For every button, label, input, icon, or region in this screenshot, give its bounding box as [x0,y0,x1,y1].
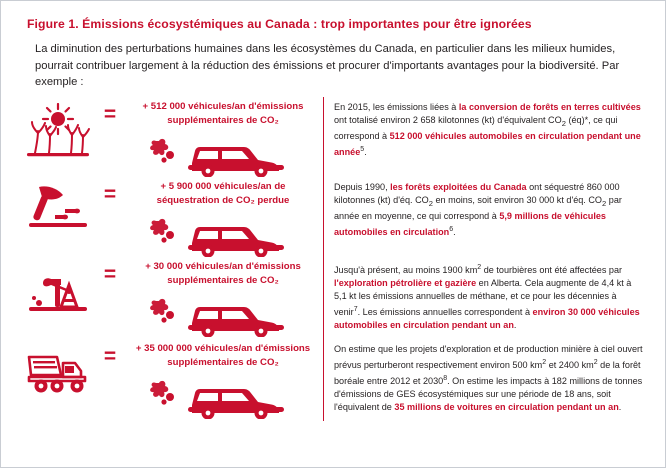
car-label-line1: + 35 000 000 véhicules/an d'émissions [135,342,311,354]
car-label-line2: séquestration de CO₂ perdue [156,194,290,206]
row-description: En 2015, les émissions liées à la conversion de forêts en terres cultivées ont totalisé environ 2 658 kilotonnes (kt) d'équivalent $CO_2$ (éq)*, ce qui correspond à 512 000 véhicules automobiles en circulation pendant une année$^5$. [323,97,647,177]
figure-row [19,257,647,339]
figure-row [19,97,647,177]
row-icon-cell [19,97,97,159]
equals-sign: = [103,102,117,126]
equals-sign: = [103,344,117,368]
row-icon-cell [19,257,97,319]
car-equivalent-cell [123,177,323,257]
car-label-line1: + 5 900 000 véhicules/an de [160,180,286,192]
car-label-line1: + 30 000 véhicules/an d'émissions [145,260,301,272]
oil-pump-icon [25,263,91,319]
wetland-sun-icon [25,103,91,159]
logging-axe-icon [25,183,91,235]
car-label-line2: supplémentaires de CO₂ [167,114,279,126]
car-icon-wrap [123,129,323,177]
car-emissions-icon [148,289,298,337]
car-icon-wrap [123,289,323,337]
car-icon-wrap [123,371,323,419]
row-icon-cell [19,339,97,397]
car-label-line2: supplémentaires de CO₂ [167,356,279,368]
figure-row [19,339,647,421]
car-label-line1: + 512 000 véhicules/an d'émissions [142,100,304,112]
car-emissions-icon [148,209,298,257]
figure-title: Figure 1. Émissions écosystémiques au Canada : trop importantes pour être ignorées [27,17,532,31]
equals-sign: = [103,262,117,286]
row-description: Jusqu'à présent, au moins 1900 $km^2$ de tourbières ont été affectées par l'exploration pétrolière et gazière en Alberta. Cela augmente de 4,4 kt à 5,1 kt les émissions annuelles de méthane, et ce pour les décennies à venir$^7$. Les émissions annuelles correspondent à environ 30 000 véhicules automobiles en circulation pendant un an. [323,257,647,339]
figure-row [19,177,647,257]
car-emissions-icon [148,371,298,419]
figure-intro: La diminution des perturbations humaines dans les écosystèmes du Canada, en particulier dans les milieux humides, pourrait contribuer largement à la réduction des émissions et procurer d'importants avantages pour la biodiversité. Par exemple : [35,43,620,88]
car-icon-wrap [123,209,323,257]
figure-rows [19,97,647,421]
row-description: Depuis 1990, les forêts exploitées du Canada ont séquestré 860 000 kilotonnes (kt) d'éq. $CO_2$ en moins, soit environ 30 000 kt d'éq. $CO_2$ par année en moyenne, ce qui correspond à 5,9 millions de véhicules automobiles en circulation$^6$. [323,177,647,257]
row-description: On estime que les projets d'exploration et de production minière à ciel ouvert prévus perturberont respectivement environ 500 $km^2$ et 2400 $km^2$ de la forêt boréale entre 2012 et 2030$^8$. On estime les impacts à 182 millions de tonnes d'émissions de GES écosystémiques sur une période de 18 ans, soit l'équivalent de 35 millions de voitures en circulation pendant un an. [323,339,647,421]
car-emissions-icon [148,129,298,177]
equals-sign: = [103,182,117,206]
car-equivalent-cell [123,339,323,419]
car-equivalent-cell [123,97,323,177]
car-equivalent-cell [123,257,323,337]
dump-truck-icon [23,345,93,397]
car-label-line2: supplémentaires de CO₂ [167,274,279,286]
row-icon-cell [19,177,97,235]
